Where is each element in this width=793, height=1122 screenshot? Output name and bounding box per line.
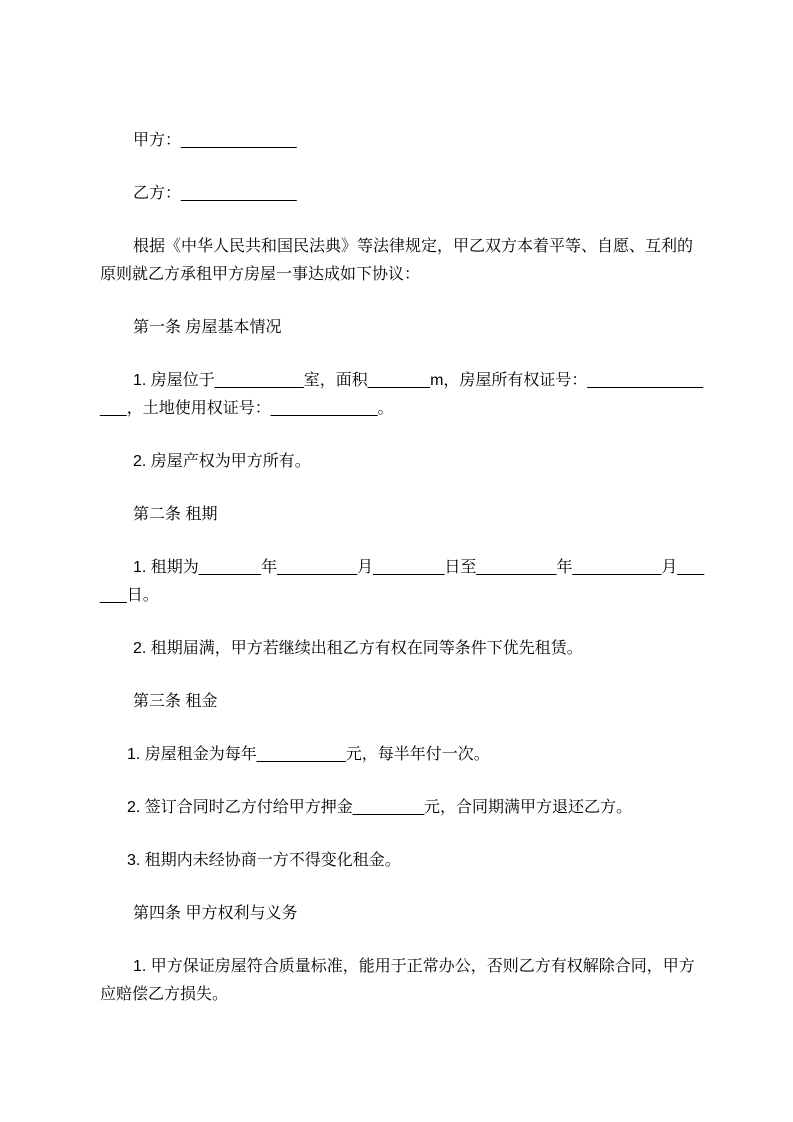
article1-item1-line-1: 1. 房屋位于__________室，面积_______m，房屋所有权证号：_____________ [133,372,704,389]
article3-item2-line: 2. 签订合同时乙方付给甲方押金________元，合同期满甲方退还乙方。 [127,799,632,816]
article4-heading-paragraph [100,900,703,928]
article3-item3-paragraph [100,847,703,875]
intro-line-1: 根据《中华人民共和国民法典》等法律规定，甲乙双方本着平等、自愿、互利的 [133,238,694,255]
article2-item1-line-1: 1. 租期为_______年_________月________日至_________年__________月___ [133,559,705,576]
article1-item1-line-2: ___，土地使用权证号：____________。 [100,400,394,417]
article2-heading-paragraph [100,501,703,529]
intro-paragraph [100,233,703,289]
article1-heading-paragraph [100,314,703,342]
article3-item1-paragraph [100,741,703,769]
article4-item1-line-2: 应赔偿乙方损失。 [100,986,229,1003]
article2-item2-paragraph [100,635,703,663]
party-a-line: 甲方：_____________ [133,132,297,149]
party-b-paragraph [100,180,703,208]
article3-item1-line: 1. 房屋租金为每年__________元，每半年付一次。 [127,746,490,763]
article1-item2-paragraph [100,448,703,476]
article4-heading: 第四条 甲方权利与义务 [133,905,298,922]
article1-item1-paragraph [100,367,703,423]
article4-item1-paragraph [100,953,703,1009]
article2-item1-paragraph [100,554,703,610]
article1-heading: 第一条 房屋基本情况 [133,319,282,336]
article2-item2-line: 2. 租期届满，甲方若继续出租乙方有权在同等条件下优先租赁。 [133,640,583,657]
article3-heading: 第三条 租金 [133,693,218,710]
article2-item1-line-2: ___日。 [100,587,159,604]
article4-item1-line-1: 1. 甲方保证房屋符合质量标准，能用于正常办公，否则乙方有权解除合同，甲方 [133,958,695,975]
party-a-paragraph [100,127,703,155]
party-b-line: 乙方：_____________ [133,185,297,202]
intro-line-2: 原则就乙方承租甲方房屋一事达成如下协议： [100,266,421,283]
article1-item2-line: 2. 房屋产权为甲方所有。 [133,453,311,470]
article3-item3-line: 3. 租期内未经协商一方不得变化租金。 [127,852,401,869]
article3-item2-paragraph [100,794,703,822]
article2-heading: 第二条 租期 [133,506,218,523]
article3-heading-paragraph [100,688,703,716]
